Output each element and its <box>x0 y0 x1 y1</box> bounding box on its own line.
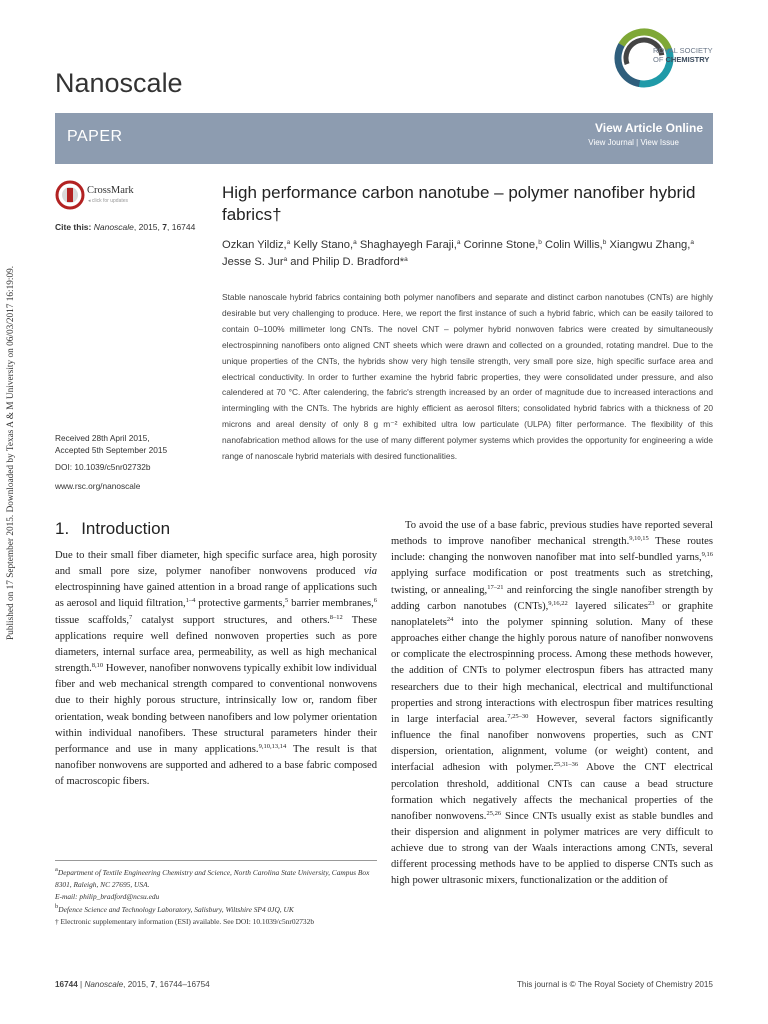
corresponding-email-text[interactable]: E-mail: philip_bradford@ncsu.edu <box>55 892 160 902</box>
citation-reference[interactable]: 7,25–30 <box>507 712 529 720</box>
rsc-logo <box>609 25 719 91</box>
citation-journal: Nanoscale <box>93 222 134 232</box>
citation-reference[interactable]: 25,31–36 <box>553 761 579 769</box>
body-text: applying surface modification or post treatments such as stretching, twisting, or annealing, <box>391 568 713 596</box>
body-text: Since CNTs usually exist as stable bundles and their dispersion and alignment in polymer matrices are very difficult to achieve due to strong van der Waals interactions among CNTs, several different processing methods have to be applied to disperse CNTs such as high power ultrasonic mixers, functionalization or the addition of <box>391 810 713 887</box>
author-affiliation-mark: a <box>286 239 291 246</box>
affiliation-a-text: Department of Textile Engineering Chemistry and Science, North Carolina State University, Campus Box 8301, Raleigh, NC 27695, USA. <box>55 868 370 890</box>
footnotes <box>55 867 377 928</box>
body-text: electrospinning have gained attention in a broad range of applications such as aerosol and liquid filtration, <box>55 582 377 610</box>
body-text: However, nanofiber nonwovens typically exhibit low individual fiber and web mechanical strength compared to conventional nonwovens due to their highly porous structure, intrinsically low or, random fiber orientation, weak bonding between nanofibers and low polymer orientation within individual nanofibers. These structural parameters hinder their performance and use in many applications. <box>55 663 377 755</box>
accepted-date: Accepted 5th September 2015 <box>55 444 168 455</box>
footer-pages: , 16744–16754 <box>155 980 210 989</box>
body-text: barrier membranes, <box>288 598 374 610</box>
citation-prefix: Cite this: <box>55 222 94 232</box>
view-journal-link[interactable]: View Journal <box>588 138 634 147</box>
citation-reference[interactable]: 8–12 <box>329 613 343 621</box>
journal-title: Nanoscale <box>55 68 183 98</box>
body-italic: via <box>364 566 377 578</box>
page-number: 16744 <box>55 980 78 989</box>
author-list <box>222 237 712 271</box>
crossmark-label: CrossMark <box>87 185 134 196</box>
citation-reference[interactable]: 9,10,15 <box>629 535 649 543</box>
author-name: Xiangwu Zhang, <box>606 239 691 251</box>
page-footer-left <box>55 980 210 989</box>
article-history <box>55 433 220 492</box>
body-text: These applications require well defined nonwoven properties such as pore diameters, internal surface area, permeability, as well as high mechanical strength. <box>55 614 377 675</box>
body-text: These routes include: changing the nonwoven nanofiber mat into self-bundled yarns, <box>391 536 713 564</box>
author-affiliation-mark: a <box>404 256 408 263</box>
citation-reference[interactable]: 1–4 <box>185 597 196 605</box>
body-text: into the polymer spinning solution. Many of these approaches either change the highly porous nature of nanofiber nonwovens or complicate the electrospinning process. Among these methods however, the addition of CNTs to polymer electrospun fibers has attracted many researchers due to their high mechanical, electrical and multifunctional properties and strong interactions with electrospun fiber matrices resulting in large interfacial area. <box>391 616 713 725</box>
body-column-right <box>391 518 713 890</box>
footnote-rule <box>55 860 377 861</box>
citation-reference[interactable]: 9,16,22 <box>548 599 568 607</box>
author-affiliation-mark: b <box>538 239 542 246</box>
abstract: Stable nanoscale hybrid fabrics containing both polymer nanofibers and separate and distinct carbon nanotubes (CNTs) are highly desirable but very challenging to produce. Here, we report the first instance of such a hybrid fabric, which can be easily tailored to contain 0–100% millimeter long CNTs. The novel CNT – polymer hybrid nonwoven fabrics were created by simultaneously electrospinning nanofibers onto aligned CNT sheets which were drawn and collected on a grounded, rotating mandrel. Due to the unique properties of the CNTs, the hybrids show very high tensile strength, very small pore size, high specific surface area and electrical conductivity. In order to further examine the hybrid fabric properties, they were consolidated under pressure, and also calendered at 70 °C. After calendering, the fabric's strength increased by an order of magnitude due to increased interactions and intermingling with the CNTs. The hybrids are highly efficient as aerosol filters; consolidated hybrid fabrics with a thickness of 20 microns and areal density of only 8 g m⁻² exhibited ultra low particulate (ULPA) filter performance. The flexibility of this nanofabrication method allows for the use of many different polymer systems which provides the opportunity for engineering a wide range of nanoscale hybrid materials with desired functionalities. <box>222 292 713 462</box>
citation-reference[interactable]: 9,10,13,14 <box>258 742 287 750</box>
author-affiliation-mark: a <box>353 239 357 246</box>
section-heading <box>55 519 170 539</box>
crossmark-sub: ◂ click for updates <box>88 198 129 204</box>
affiliation-a <box>55 867 377 891</box>
article-title: High performance carbon nanotube – polymer nanofiber hybrid fabrics† <box>222 183 696 224</box>
body-text: protective garments, <box>195 598 286 610</box>
body-text: To avoid the use of a base fabric, previous studies have reported several methods to improve nanofiber mechanical strength. <box>391 520 713 548</box>
rsc-logo-of: OF <box>653 54 666 64</box>
body-text: or graphite nanoplatelets <box>391 600 713 628</box>
affiliation-b-mark: b <box>55 902 59 910</box>
author-name: Shaghayegh Faraji, <box>356 239 457 251</box>
view-links <box>588 138 679 147</box>
journal-website-link[interactable]: www.rsc.org/nanoscale <box>55 480 141 491</box>
body-text: The result is that nanofiber nonwovens are supported and adhered to a base fabric composed of macroscopic fibers. <box>55 743 377 788</box>
rsc-logo-line2 <box>653 56 713 65</box>
author-affiliation-mark: a <box>690 239 695 246</box>
paper-type-label: PAPER <box>67 128 123 145</box>
author-name: Ozkan Yildiz, <box>222 239 287 251</box>
rsc-logo-line1: ROYAL SOCIETY <box>653 46 713 55</box>
affiliation-b <box>55 904 377 916</box>
author-affiliation-mark: b <box>602 239 607 246</box>
footer-separator: | <box>77 980 85 989</box>
body-text: layered silicates <box>567 600 649 612</box>
footer-volume: 7 <box>150 980 156 989</box>
body-column-left <box>55 548 377 790</box>
doi[interactable]: DOI: 10.1039/c5nr02732b <box>55 462 151 472</box>
view-article-online-link[interactable]: View Article Online <box>594 121 703 135</box>
citation-volume: 7 <box>162 222 167 232</box>
citation-reference[interactable]: 24 <box>446 615 454 623</box>
body-text: catalyst support structures, and others. <box>132 614 330 626</box>
body-text: Above the CNT electrical percolation threshold, additional CNTs can cause a bead structure formation which negatively affects the mechanical properties of the nanofiber nonwovens. <box>391 762 713 822</box>
paper-banner <box>55 113 713 164</box>
crossmark-icon <box>55 180 85 210</box>
corresponding-email <box>55 891 377 903</box>
author-affiliation-mark: a <box>456 239 461 246</box>
crossmark-badge[interactable] <box>55 180 145 210</box>
view-links-separator: | <box>633 138 641 147</box>
citation-year: , 2015, <box>133 222 163 232</box>
footer-journal: Nanoscale <box>84 980 124 989</box>
affiliation-a-mark: a <box>55 866 58 873</box>
citation-page: , 16744 <box>167 222 196 232</box>
section-number: 1. <box>55 519 70 538</box>
rsc-logo-chemistry: CHEMISTRY <box>665 54 710 64</box>
rsc-logo-text <box>653 47 713 64</box>
citation-reference[interactable]: 8,10 <box>91 662 104 670</box>
author-name: Colin Willis, <box>541 239 603 251</box>
citation-reference[interactable]: 7 <box>128 613 133 621</box>
view-issue-link[interactable]: View Issue <box>640 138 679 147</box>
body-text: tissue scaffolds, <box>55 614 129 626</box>
body-text: However, several factors significantly influence the final nanofiber nonwovens properties, such as CNT dispersion, orientation, alignment, volume (or weight) content, and interfacial adhesion with polymer. <box>391 713 714 774</box>
affiliation-b-text: Defence Science and Technology Laboratory, Salisbury, Wiltshire SP4 0JQ, UK <box>58 904 294 914</box>
section-title: Introduction <box>81 519 171 538</box>
citation <box>55 222 195 232</box>
citation-reference[interactable]: 6 <box>373 597 377 605</box>
author-name: Kelly Stano, <box>290 239 354 251</box>
download-notice-text: Published on 17 September 2015. Downloaded by Texas A & M University on 06/03/2017 16:19:09. <box>6 265 16 640</box>
download-notice <box>6 180 18 640</box>
citation-reference[interactable]: 17–21 <box>487 583 504 591</box>
body-text: Due to their small fiber diameter, high specific surface area, high porosity and small pore size, polymer nanofiber nonwovens produced <box>55 550 377 578</box>
citation-reference[interactable]: 23 <box>648 599 655 607</box>
author-name: Corinne Stone, <box>460 239 539 251</box>
citation-reference[interactable]: 25,26 <box>486 809 502 817</box>
author-affiliation-mark: a <box>283 256 288 263</box>
received-date: Received 28th April 2015, <box>55 433 150 443</box>
esi-note: † Electronic supplementary information (ESI) available. See DOI: 10.1039/c5nr02732b <box>55 916 315 926</box>
citation-reference[interactable]: 5 <box>285 597 289 605</box>
citation-reference[interactable]: 9,16 <box>701 551 713 559</box>
page-footer-right: This journal is © The Royal Society of Chemistry 2015 <box>516 980 713 989</box>
footer-year: , 2015, <box>123 980 151 989</box>
author-name: Jesse S. Jur <box>222 256 284 268</box>
body-text: and reinforcing the single nanofiber strength by adding carbon nanotubes (CNTs), <box>391 584 713 612</box>
author-name: and Philip D. Bradford* <box>287 256 405 268</box>
